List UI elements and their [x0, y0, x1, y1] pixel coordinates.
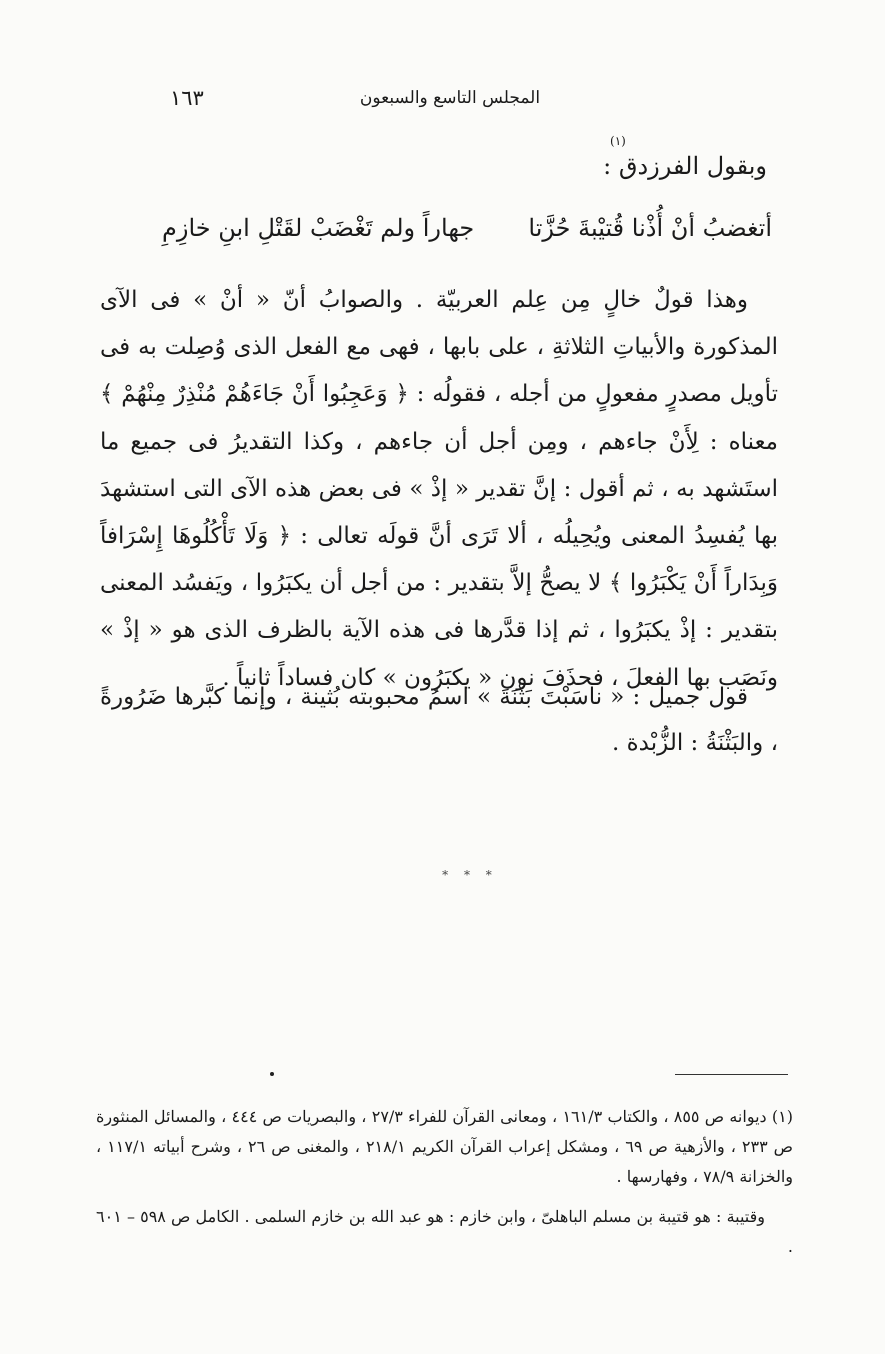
running-header-title: المجلس التاسع والسبعون: [359, 88, 541, 108]
body-paragraph-1: [100, 277, 778, 702]
intro-line: وبقول الفرزدق :: [603, 152, 767, 180]
page-number: ١٦٣: [170, 86, 204, 110]
footnote-2: وقتيبة : هو قتيبة بن مسلم الباهلىّ ، وابن خازم : هو عبد الله بن خازم السلمى . الكامل ص ٥٩٨ – ٦٠١ .: [96, 1207, 793, 1256]
paragraph-text: قول جميل : « ناسَبْتَ بَثْنَةَ » اسمُ محبوبته بُثينة ، وإنما كبَّرها ضَرُورةً ، والبَثْنَةُ : الزُّبْدة .: [100, 684, 778, 756]
footnote-1: (١) ديوانه ص ٨٥٥ ، والكتاب ١٦١/٣ ، ومعانى القرآن للفراء ٢٧/٣ ، والبصريات ص ٤٤٤ ، والمسائل المنثورة ص ٢٣٣ ، والأزهية ص ٦٩ ، ومشكل إعراب القرآن الكريم ٢١٨/١ ، والمغنى ص ٢٦ ، وشرح أبياته ١١٧/١ ، والخزانة ٧٨/٩ ، وفهارسها .: [96, 1107, 794, 1186]
paragraph-text: وهذا قولٌ خالٍ مِن عِلم العربيّة . والصوابُ أنّ « أنْ » فى الآى المذكورة والأبياتِ الثلاثةِ ، على بابها ، فهى مع الفعل الذى وُصِلت به فى تأويل مصدرٍ مفعولٍ من أجله ، فقولُه : ﴿ وَعَجِبُوا أَنْ جَاءَهُمْ مُنْذِرٌ مِنْهُمْ ﴾ معناه : لِأَنْ جاءهم ، ومِن أجل أن جاءهم ، وكذا التقديرُ فى جميع ما استَشهد به ، ثم أقول : إنَّ تقدير « إذْ » فى بعض هذه الآى التى استشهدَ بها يُفسِدُ المعنى ويُحِيلُه ، ألا تَرَى أنَّ قولَه تعالى : ﴿ وَلَا تَأْكُلُوهَا إِسْرَافاً وَبِدَاراً أَنْ يَكْبَرُوا ﴾ لا يصحُّ إلاَّ بتقدير : من أجل أن يكبَرُوا ، ويَفسُد المعنى بتقدير : إذْ يكبَرُوا ، ثم إذا قدَّرها فى هذه الآية بالظرف الذى هو « إذْ » ونَصَب بها الفعلَ ، فحذَفَ نون « يكبَرُون » كان فساداً ثانياً .: [100, 287, 778, 691]
footnote-marker: (١): [610, 134, 626, 148]
section-separator: * * *: [442, 868, 498, 882]
footnote-divider: [675, 1074, 788, 1075]
body-paragraph-2: [100, 674, 778, 766]
footnotes: [96, 1102, 793, 1262]
verse-second-hemistich: جهاراً ولم تَغْضَبْ لقَتْلِ ابنِ خازِمِ: [162, 214, 475, 242]
poetry-verse: [162, 214, 772, 254]
verse-first-hemistich: أتغضبُ أنْ أُذْنا قُتيْبةَ حُزَّتا: [528, 214, 772, 242]
print-speck: [270, 1072, 274, 1076]
